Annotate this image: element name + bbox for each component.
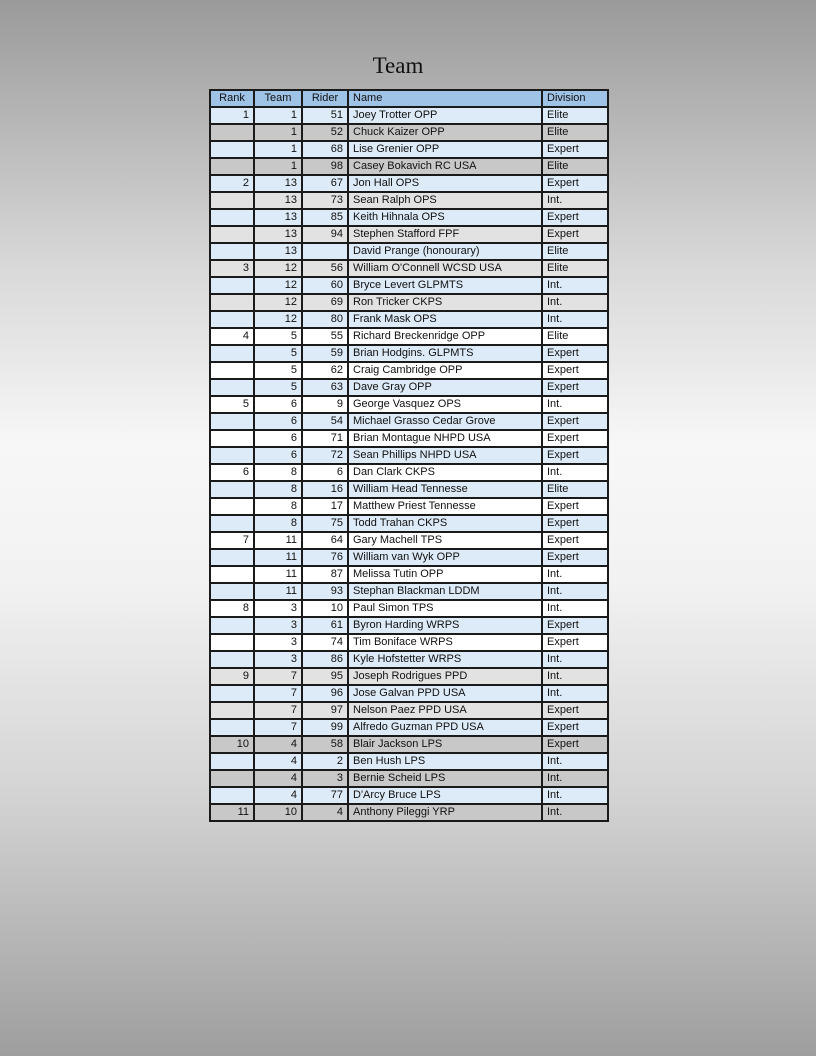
- name-cell: William Head Tennesse: [348, 481, 542, 498]
- division-cell: Int.: [542, 668, 608, 685]
- rank-cell: [210, 702, 254, 719]
- team-cell: 8: [254, 481, 302, 498]
- name-cell: Sean Phillips NHPD USA: [348, 447, 542, 464]
- team-cell: 7: [254, 668, 302, 685]
- division-cell: Int.: [542, 787, 608, 804]
- team-cell: 1: [254, 124, 302, 141]
- division-cell: Int.: [542, 685, 608, 702]
- name-cell: Casey Bokavich RC USA: [348, 158, 542, 175]
- rank-cell: [210, 124, 254, 141]
- division-cell: Int.: [542, 804, 608, 821]
- column-header-rank: Rank: [210, 90, 254, 107]
- rider-cell: 54: [302, 413, 348, 430]
- division-cell: Int.: [542, 294, 608, 311]
- rider-cell: 61: [302, 617, 348, 634]
- name-cell: Gary Machell TPS: [348, 532, 542, 549]
- rank-cell: 4: [210, 328, 254, 345]
- rank-cell: [210, 617, 254, 634]
- table-row: [210, 345, 608, 362]
- rider-cell: 73: [302, 192, 348, 209]
- team-cell: 13: [254, 243, 302, 260]
- rider-cell: 67: [302, 175, 348, 192]
- division-cell: Elite: [542, 158, 608, 175]
- rider-cell: [302, 243, 348, 260]
- team-cell: 12: [254, 294, 302, 311]
- division-cell: Expert: [542, 617, 608, 634]
- rank-cell: [210, 753, 254, 770]
- team-cell: 5: [254, 362, 302, 379]
- team-cell: 10: [254, 804, 302, 821]
- rider-cell: 98: [302, 158, 348, 175]
- division-cell: Int.: [542, 464, 608, 481]
- division-cell: Expert: [542, 345, 608, 362]
- division-cell: Elite: [542, 260, 608, 277]
- division-cell: Expert: [542, 362, 608, 379]
- rider-cell: 97: [302, 702, 348, 719]
- rank-cell: 3: [210, 260, 254, 277]
- division-cell: Expert: [542, 532, 608, 549]
- table-row: [210, 158, 608, 175]
- team-cell: 13: [254, 209, 302, 226]
- rank-cell: [210, 379, 254, 396]
- team-cell: 8: [254, 464, 302, 481]
- rank-cell: 2: [210, 175, 254, 192]
- division-cell: Int.: [542, 311, 608, 328]
- name-cell: Brian Montague NHPD USA: [348, 430, 542, 447]
- header-row: [210, 90, 608, 107]
- name-cell: Stephan Blackman LDDM: [348, 583, 542, 600]
- rider-cell: 87: [302, 566, 348, 583]
- table-row: [210, 515, 608, 532]
- table-row: [210, 668, 608, 685]
- rank-cell: [210, 651, 254, 668]
- team-cell: 6: [254, 447, 302, 464]
- table-row: [210, 328, 608, 345]
- rider-cell: 52: [302, 124, 348, 141]
- team-cell: 11: [254, 583, 302, 600]
- name-cell: Dan Clark CKPS: [348, 464, 542, 481]
- rank-cell: 11: [210, 804, 254, 821]
- rank-cell: [210, 345, 254, 362]
- table-row: [210, 192, 608, 209]
- division-cell: Expert: [542, 549, 608, 566]
- team-cell: 3: [254, 651, 302, 668]
- table-row: [210, 260, 608, 277]
- division-cell: Int.: [542, 600, 608, 617]
- table-row: [210, 379, 608, 396]
- rider-cell: 64: [302, 532, 348, 549]
- table-row: [210, 566, 608, 583]
- rank-cell: 6: [210, 464, 254, 481]
- rank-cell: [210, 362, 254, 379]
- team-cell: 12: [254, 260, 302, 277]
- name-cell: Blair Jackson LPS: [348, 736, 542, 753]
- table-row: [210, 617, 608, 634]
- rank-cell: [210, 498, 254, 515]
- name-cell: Sean Ralph OPS: [348, 192, 542, 209]
- division-cell: Expert: [542, 634, 608, 651]
- team-cell: 5: [254, 328, 302, 345]
- division-cell: Int.: [542, 566, 608, 583]
- rider-cell: 60: [302, 277, 348, 294]
- division-cell: Elite: [542, 328, 608, 345]
- table-row: [210, 600, 608, 617]
- rider-cell: 62: [302, 362, 348, 379]
- team-cell: 1: [254, 141, 302, 158]
- table-row: [210, 107, 608, 124]
- rider-cell: 86: [302, 651, 348, 668]
- division-cell: Expert: [542, 413, 608, 430]
- team-cell: 8: [254, 498, 302, 515]
- rider-cell: 10: [302, 600, 348, 617]
- rider-cell: 6: [302, 464, 348, 481]
- team-cell: 3: [254, 617, 302, 634]
- team-cell: 5: [254, 379, 302, 396]
- rider-cell: 17: [302, 498, 348, 515]
- rider-cell: 51: [302, 107, 348, 124]
- rider-cell: 95: [302, 668, 348, 685]
- name-cell: Joseph Rodrigues PPD: [348, 668, 542, 685]
- team-cell: 4: [254, 736, 302, 753]
- rider-cell: 3: [302, 770, 348, 787]
- rider-cell: 99: [302, 719, 348, 736]
- table-row: [210, 226, 608, 243]
- table-row: [210, 702, 608, 719]
- team-cell: 11: [254, 566, 302, 583]
- table-row: [210, 447, 608, 464]
- division-cell: Int.: [542, 770, 608, 787]
- column-header-rider: Rider: [302, 90, 348, 107]
- team-cell: 12: [254, 311, 302, 328]
- division-cell: Expert: [542, 141, 608, 158]
- rank-cell: 5: [210, 396, 254, 413]
- table-row: [210, 277, 608, 294]
- name-cell: Stephen Stafford FPF: [348, 226, 542, 243]
- team-cell: 7: [254, 702, 302, 719]
- rank-cell: [210, 294, 254, 311]
- table-row: [210, 430, 608, 447]
- team-cell: 7: [254, 719, 302, 736]
- team-cell: 11: [254, 532, 302, 549]
- rider-cell: 96: [302, 685, 348, 702]
- division-cell: Elite: [542, 124, 608, 141]
- name-cell: George Vasquez OPS: [348, 396, 542, 413]
- table-row: [210, 753, 608, 770]
- rider-cell: 77: [302, 787, 348, 804]
- name-cell: Craig Cambridge OPP: [348, 362, 542, 379]
- team-cell: 1: [254, 158, 302, 175]
- rider-cell: 80: [302, 311, 348, 328]
- rider-cell: 59: [302, 345, 348, 362]
- rider-cell: 68: [302, 141, 348, 158]
- rider-cell: 2: [302, 753, 348, 770]
- name-cell: Bryce Levert GLPMTS: [348, 277, 542, 294]
- name-cell: Melissa Tutin OPP: [348, 566, 542, 583]
- rank-cell: [210, 634, 254, 651]
- rider-cell: 69: [302, 294, 348, 311]
- division-cell: Expert: [542, 379, 608, 396]
- team-cell: 6: [254, 396, 302, 413]
- team-cell: 3: [254, 600, 302, 617]
- rank-cell: [210, 447, 254, 464]
- name-cell: Richard Breckenridge OPP: [348, 328, 542, 345]
- column-header-name: Name: [348, 90, 542, 107]
- table-header: [210, 90, 608, 107]
- table-row: [210, 481, 608, 498]
- rank-cell: [210, 277, 254, 294]
- name-cell: Jose Galvan PPD USA: [348, 685, 542, 702]
- table-row: [210, 141, 608, 158]
- name-cell: Joey Trotter OPP: [348, 107, 542, 124]
- name-cell: William O'Connell WCSD USA: [348, 260, 542, 277]
- division-cell: Expert: [542, 447, 608, 464]
- rider-cell: 63: [302, 379, 348, 396]
- column-header-division: Division: [542, 90, 608, 107]
- rank-cell: [210, 481, 254, 498]
- rider-cell: 72: [302, 447, 348, 464]
- table-row: [210, 532, 608, 549]
- rank-cell: [210, 685, 254, 702]
- division-cell: Elite: [542, 107, 608, 124]
- team-cell: 6: [254, 413, 302, 430]
- division-cell: Elite: [542, 481, 608, 498]
- table-row: [210, 413, 608, 430]
- rider-cell: 9: [302, 396, 348, 413]
- table-row: [210, 362, 608, 379]
- team-cell: 13: [254, 226, 302, 243]
- rank-cell: [210, 515, 254, 532]
- rank-cell: [210, 566, 254, 583]
- rank-cell: [210, 413, 254, 430]
- table-row: [210, 175, 608, 192]
- division-cell: Int.: [542, 192, 608, 209]
- table-row: [210, 243, 608, 260]
- name-cell: Matthew Priest Tennesse: [348, 498, 542, 515]
- name-cell: Michael Grasso Cedar Grove: [348, 413, 542, 430]
- table-row: [210, 583, 608, 600]
- rank-cell: 1: [210, 107, 254, 124]
- team-cell: 4: [254, 770, 302, 787]
- team-cell: 7: [254, 685, 302, 702]
- rank-cell: [210, 311, 254, 328]
- column-header-team: Team: [254, 90, 302, 107]
- rider-cell: 76: [302, 549, 348, 566]
- rank-cell: [210, 243, 254, 260]
- division-cell: Int.: [542, 396, 608, 413]
- table-row: [210, 209, 608, 226]
- name-cell: Brian Hodgins. GLPMTS: [348, 345, 542, 362]
- name-cell: Chuck Kaizer OPP: [348, 124, 542, 141]
- division-cell: Elite: [542, 243, 608, 260]
- table-row: [210, 736, 608, 753]
- name-cell: Lise Grenier OPP: [348, 141, 542, 158]
- rider-cell: 16: [302, 481, 348, 498]
- name-cell: Kyle Hofstetter WRPS: [348, 651, 542, 668]
- division-cell: Expert: [542, 498, 608, 515]
- table-row: [210, 124, 608, 141]
- rank-cell: 9: [210, 668, 254, 685]
- division-cell: Expert: [542, 209, 608, 226]
- name-cell: Alfredo Guzman PPD USA: [348, 719, 542, 736]
- division-cell: Int.: [542, 651, 608, 668]
- name-cell: Bernie Scheid LPS: [348, 770, 542, 787]
- division-cell: Expert: [542, 719, 608, 736]
- rider-cell: 4: [302, 804, 348, 821]
- name-cell: Paul Simon TPS: [348, 600, 542, 617]
- rank-cell: [210, 158, 254, 175]
- rider-cell: 74: [302, 634, 348, 651]
- division-cell: Expert: [542, 226, 608, 243]
- rider-cell: 71: [302, 430, 348, 447]
- rank-cell: [210, 226, 254, 243]
- table-row: [210, 498, 608, 515]
- division-cell: Expert: [542, 430, 608, 447]
- name-cell: Ben Hush LPS: [348, 753, 542, 770]
- name-cell: D'Arcy Bruce LPS: [348, 787, 542, 804]
- name-cell: Tim Boniface WRPS: [348, 634, 542, 651]
- rank-cell: 7: [210, 532, 254, 549]
- rank-cell: [210, 787, 254, 804]
- table-row: [210, 396, 608, 413]
- team-cell: 5: [254, 345, 302, 362]
- table-row: [210, 311, 608, 328]
- team-cell: 11: [254, 549, 302, 566]
- rank-cell: [210, 719, 254, 736]
- team-cell: 12: [254, 277, 302, 294]
- table-row: [210, 549, 608, 566]
- team-cell: 4: [254, 753, 302, 770]
- team-cell: 8: [254, 515, 302, 532]
- table-row: [210, 685, 608, 702]
- table-row: [210, 634, 608, 651]
- table-row: [210, 294, 608, 311]
- rank-cell: [210, 583, 254, 600]
- rank-cell: [210, 141, 254, 158]
- team-cell: 13: [254, 175, 302, 192]
- rider-cell: 58: [302, 736, 348, 753]
- name-cell: Nelson Paez PPD USA: [348, 702, 542, 719]
- table-row: [210, 651, 608, 668]
- name-cell: Byron Harding WRPS: [348, 617, 542, 634]
- table-row: [210, 464, 608, 481]
- name-cell: David Prange (honourary): [348, 243, 542, 260]
- rider-cell: 94: [302, 226, 348, 243]
- team-cell: 3: [254, 634, 302, 651]
- division-cell: Int.: [542, 583, 608, 600]
- rider-cell: 56: [302, 260, 348, 277]
- rank-cell: 10: [210, 736, 254, 753]
- team-cell: 13: [254, 192, 302, 209]
- name-cell: Jon Hall OPS: [348, 175, 542, 192]
- name-cell: Keith Hihnala OPS: [348, 209, 542, 226]
- table-row: [210, 787, 608, 804]
- team-cell: 1: [254, 107, 302, 124]
- name-cell: Dave Gray OPP: [348, 379, 542, 396]
- rank-cell: [210, 770, 254, 787]
- team-cell: 6: [254, 430, 302, 447]
- division-cell: Expert: [542, 175, 608, 192]
- rank-cell: 8: [210, 600, 254, 617]
- page-title: Team: [372, 53, 424, 78]
- rank-cell: [210, 209, 254, 226]
- table-row: [210, 804, 608, 821]
- team-cell: 4: [254, 787, 302, 804]
- division-cell: Int.: [542, 753, 608, 770]
- division-cell: Expert: [542, 736, 608, 753]
- table-body: [210, 107, 608, 821]
- rider-cell: 75: [302, 515, 348, 532]
- team-table: [209, 89, 609, 822]
- name-cell: William van Wyk OPP: [348, 549, 542, 566]
- name-cell: Frank Mask OPS: [348, 311, 542, 328]
- name-cell: Ron Tricker CKPS: [348, 294, 542, 311]
- rider-cell: 93: [302, 583, 348, 600]
- rider-cell: 55: [302, 328, 348, 345]
- table-row: [210, 770, 608, 787]
- table-row: [210, 719, 608, 736]
- rank-cell: [210, 549, 254, 566]
- name-cell: Todd Trahan CKPS: [348, 515, 542, 532]
- division-cell: Int.: [542, 277, 608, 294]
- name-cell: Anthony Pileggi YRP: [348, 804, 542, 821]
- rank-cell: [210, 430, 254, 447]
- rank-cell: [210, 192, 254, 209]
- rider-cell: 85: [302, 209, 348, 226]
- division-cell: Expert: [542, 702, 608, 719]
- division-cell: Expert: [542, 515, 608, 532]
